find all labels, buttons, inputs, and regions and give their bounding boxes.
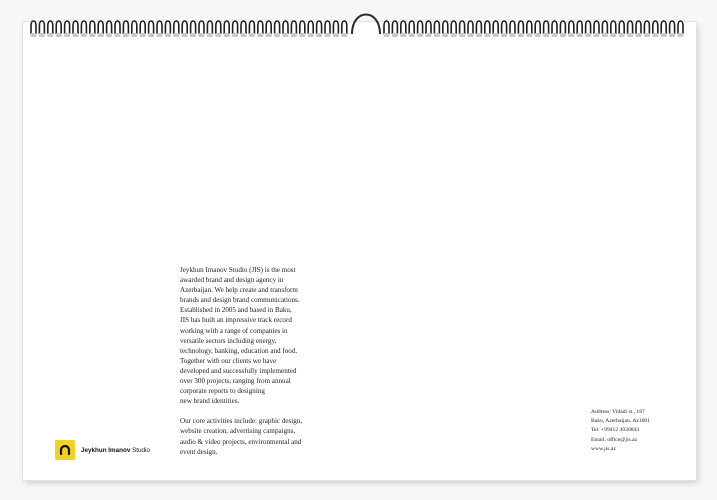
contact-block (591, 408, 650, 454)
punch-hole (434, 33, 440, 37)
punch-hole (510, 33, 516, 37)
punch-hole (106, 33, 112, 37)
wire-loop (90, 21, 95, 34)
punch-hole (518, 33, 524, 37)
punch-hole (73, 33, 79, 37)
wire-loop (392, 21, 397, 34)
wire-loop (418, 21, 423, 34)
wire-loop (636, 21, 641, 34)
punch-hole (669, 33, 675, 37)
wire-loops-right (384, 21, 684, 37)
wire-loop (493, 21, 498, 34)
wire-loop (182, 21, 187, 34)
wire-loop (602, 21, 607, 34)
punch-hole (636, 33, 642, 37)
punch-hole (190, 33, 196, 37)
wire-loop (619, 21, 624, 34)
wire-loop (140, 21, 145, 34)
wire-loop (165, 21, 170, 34)
wire-loop (409, 21, 414, 34)
punch-hole (577, 33, 583, 37)
wire-loop (661, 21, 666, 34)
punch-hole (165, 33, 171, 37)
address-line-2: Baku, Azerbaijan, Az1001 (591, 418, 651, 425)
wire-loop (199, 21, 204, 34)
punch-hole (409, 33, 415, 37)
wire-loop (65, 21, 70, 34)
wire-loop (476, 21, 481, 34)
telephone: Tel: +99412 4930843 (591, 427, 640, 434)
punch-hole (266, 33, 272, 37)
punch-hole (392, 33, 398, 37)
punch-hole (451, 33, 457, 37)
wire-loop (216, 21, 221, 34)
wire-loop (502, 21, 507, 34)
punch-hole (299, 33, 305, 37)
wire-loop (224, 21, 229, 34)
punch-hole (417, 33, 423, 37)
punch-hole (384, 33, 390, 37)
wire-loop (468, 21, 473, 34)
punch-hole (333, 33, 339, 37)
wire-loop (644, 21, 649, 34)
punch-hole (182, 33, 188, 37)
wire-loop (266, 21, 271, 34)
studio-name (81, 447, 150, 454)
address-line-1: Address: Vidadi st., 187 (591, 409, 645, 415)
punch-hole (610, 33, 616, 37)
punch-hole (64, 33, 70, 37)
wire-loop (670, 21, 675, 34)
punch-hole (31, 33, 37, 37)
wire-loop (31, 21, 36, 34)
wire-loop (39, 21, 44, 34)
punch-hole (274, 33, 280, 37)
wire-loop (149, 21, 154, 34)
wire-loop (132, 21, 137, 34)
punch-hole (493, 33, 499, 37)
wire-loop (586, 21, 591, 34)
wire-loop (451, 21, 456, 34)
description-paragraph-2: Our core activities include: graphic design, website creation, advertising campaigns, audio & video projects, environmental and event design. (180, 417, 303, 456)
wire-binding (0, 0, 717, 50)
punch-hole (476, 33, 482, 37)
description-paragraph-1: Jeykhun Imanov Studio (JIS) is the most awarded brand and design agency in Azerbaijan. We help create and transform brands and design brand communications. Established in 2005 and based in Baku, JIS has built an impressive track record working with a range of companies in versatile sectors including energy, technology, banking, education and food. Together with our clients we have developed and successfully implemented over 300 projects, ranging from annual corporate reports to designing new brand identities. (180, 266, 300, 406)
punch-hole (47, 33, 53, 37)
wire-loop (157, 21, 162, 34)
punch-hole (148, 33, 154, 37)
punch-hole (115, 33, 121, 37)
wire-loop (56, 21, 61, 34)
wire-loop (98, 21, 103, 34)
wire-loop (258, 21, 263, 34)
punch-hole (241, 33, 247, 37)
email: Email: office@jis.az (591, 436, 638, 443)
wire-loop (300, 21, 305, 34)
wire-loop (527, 21, 532, 34)
punch-hole (468, 33, 474, 37)
punch-hole (644, 33, 650, 37)
punch-hole (140, 33, 146, 37)
wire-loop (577, 21, 582, 34)
wire-loop (81, 21, 86, 34)
punch-hole (678, 33, 684, 37)
punch-hole (98, 33, 104, 37)
wire-loop (123, 21, 128, 34)
punch-hole (535, 33, 541, 37)
punch-hole (585, 33, 591, 37)
horseshoe-icon (55, 440, 75, 460)
wire-loop (594, 21, 599, 34)
wire-loop (107, 21, 112, 34)
agency-description (180, 265, 340, 457)
punch-hole (526, 33, 532, 37)
wire-loop (401, 21, 406, 34)
wire-loop (342, 21, 347, 34)
punch-hole (568, 33, 574, 37)
studio-name-bold: Jeykhun Imanov (81, 446, 131, 454)
studio-logo (55, 440, 150, 460)
punch-hole (426, 33, 432, 37)
punch-hole (552, 33, 558, 37)
wire-loop (628, 21, 633, 34)
punch-hole (652, 33, 658, 37)
wire-loop (443, 21, 448, 34)
wire-loop (174, 21, 179, 34)
punch-hole (249, 33, 255, 37)
punch-hole (627, 33, 633, 37)
punch-hole (594, 33, 600, 37)
wire-loop (317, 21, 322, 34)
wire-loop (552, 21, 557, 34)
punch-hole (215, 33, 221, 37)
wire-loop (333, 21, 338, 34)
punch-hole (207, 33, 213, 37)
punch-hole (81, 33, 87, 37)
wire-loop (73, 21, 78, 34)
wire-loop (249, 21, 254, 34)
wire-loop (325, 21, 330, 34)
wire-loop (233, 21, 238, 34)
punch-hole (157, 33, 163, 37)
punch-hole (232, 33, 238, 37)
punch-hole (560, 33, 566, 37)
wire-loop (207, 21, 212, 34)
wire-loop (510, 21, 515, 34)
punch-hole (283, 33, 289, 37)
punch-hole (501, 33, 507, 37)
wire-loops-left (31, 21, 348, 37)
wire-loop (518, 21, 523, 34)
wire-loop (485, 21, 490, 34)
punch-hole (39, 33, 45, 37)
hanger-hook (352, 15, 380, 35)
punch-hole (291, 33, 297, 37)
website: www.jis.az (591, 445, 616, 452)
punch-hole (619, 33, 625, 37)
wire-loop (384, 21, 389, 34)
wire-loop (653, 21, 658, 34)
wire-loop (434, 21, 439, 34)
wire-loop (569, 21, 574, 34)
wire-loop (426, 21, 431, 34)
wire-loop (460, 21, 465, 34)
punch-hole (341, 33, 347, 37)
punch-hole (442, 33, 448, 37)
punch-hole (661, 33, 667, 37)
wire-loop (241, 21, 246, 34)
wire-loop (308, 21, 313, 34)
wire-loop (291, 21, 296, 34)
wire-loop (191, 21, 196, 34)
punch-hole (325, 33, 331, 37)
punch-hole (224, 33, 230, 37)
wire-loop (544, 21, 549, 34)
punch-hole (173, 33, 179, 37)
wire-loop (48, 21, 53, 34)
punch-hole (400, 33, 406, 37)
wire-loop (560, 21, 565, 34)
punch-hole (543, 33, 549, 37)
punch-hole (89, 33, 95, 37)
wire-loop (275, 21, 280, 34)
wire-loop (115, 21, 120, 34)
punch-hole (257, 33, 263, 37)
punch-hole (131, 33, 137, 37)
punch-hole (484, 33, 490, 37)
punch-hole (316, 33, 322, 37)
punch-hole (199, 33, 205, 37)
punch-hole (123, 33, 129, 37)
punch-hole (602, 33, 608, 37)
punch-hole (56, 33, 62, 37)
punch-hole (459, 33, 465, 37)
wire-loop (678, 21, 683, 34)
wire-loop (283, 21, 288, 34)
wire-loop (535, 21, 540, 34)
punch-hole (308, 33, 314, 37)
studio-name-rest: Studio (130, 446, 150, 454)
wire-loop (611, 21, 616, 34)
